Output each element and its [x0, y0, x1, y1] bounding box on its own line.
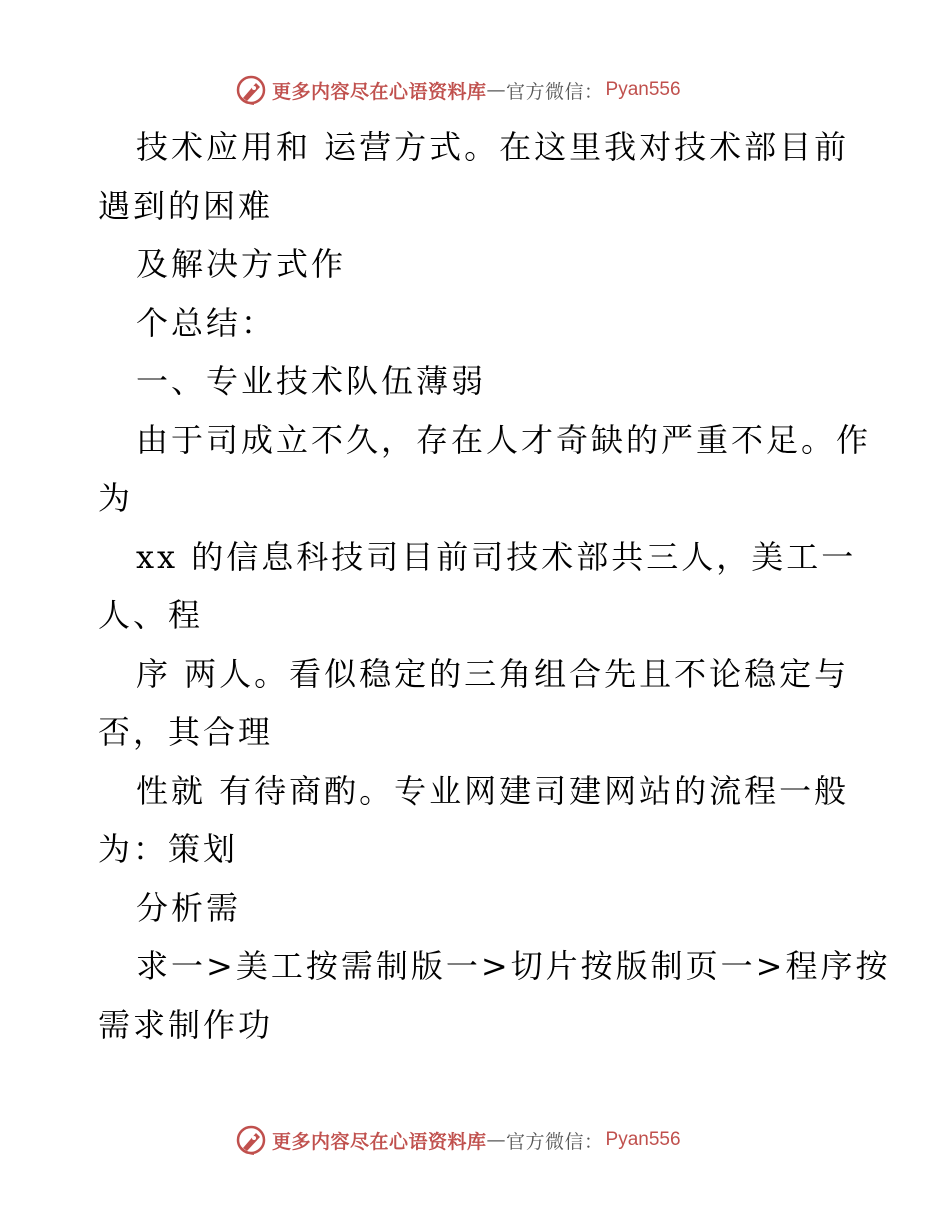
text-line: 序 两人。看似稳定的三角组合先且不论稳定与 — [136, 654, 850, 693]
text-line: 为：策划 — [98, 830, 239, 868]
watermark-account: Pyan556 — [605, 79, 681, 100]
watermark-label: 官方微信： — [506, 1130, 604, 1153]
watermark-separator: — — [486, 79, 507, 101]
text-line: 性就 有待商酌。专业网建司建网站的流程一般 — [136, 771, 850, 810]
watermark-brand-text: 更多内容尽在心语资料库 — [272, 1130, 487, 1153]
text-line: 求一>美工按需制版一>切片按版制页一>程序按 — [136, 947, 891, 985]
footer-watermark — [234, 1122, 681, 1158]
text-line: 遇到的困难 — [98, 186, 274, 225]
pen-nib-logo-icon — [234, 1123, 268, 1157]
text-line: 及解决方式作 — [136, 245, 347, 283]
section-heading: 一、专业技术队伍薄弱 — [136, 362, 487, 400]
text-line: 否，其合理 — [98, 713, 274, 751]
watermark-account: Pyan556 — [605, 1129, 681, 1150]
text-line: 分析需 — [136, 888, 242, 927]
text-line: 个总结： — [136, 303, 277, 342]
header-watermark — [234, 72, 681, 108]
pen-nib-logo-icon — [234, 73, 268, 107]
watermark-brand-text: 更多内容尽在心语资料库 — [272, 80, 487, 103]
document-body — [98, 118, 891, 1054]
text-line: 需求制作功 — [98, 1005, 274, 1044]
watermark-separator: — — [486, 1129, 507, 1151]
text-line: 为 — [98, 479, 134, 517]
text-line: xx 的信息科技司目前司技术部共三人，美工一 — [136, 537, 857, 576]
watermark-label: 官方微信： — [506, 80, 604, 103]
text-line: 技术应用和 运营方式。在这里我对技术部目前 — [136, 128, 850, 166]
text-line: 由于司成立不久，存在人才奇缺的严重不足。作 — [136, 420, 872, 459]
text-line: 人、程 — [98, 596, 204, 634]
